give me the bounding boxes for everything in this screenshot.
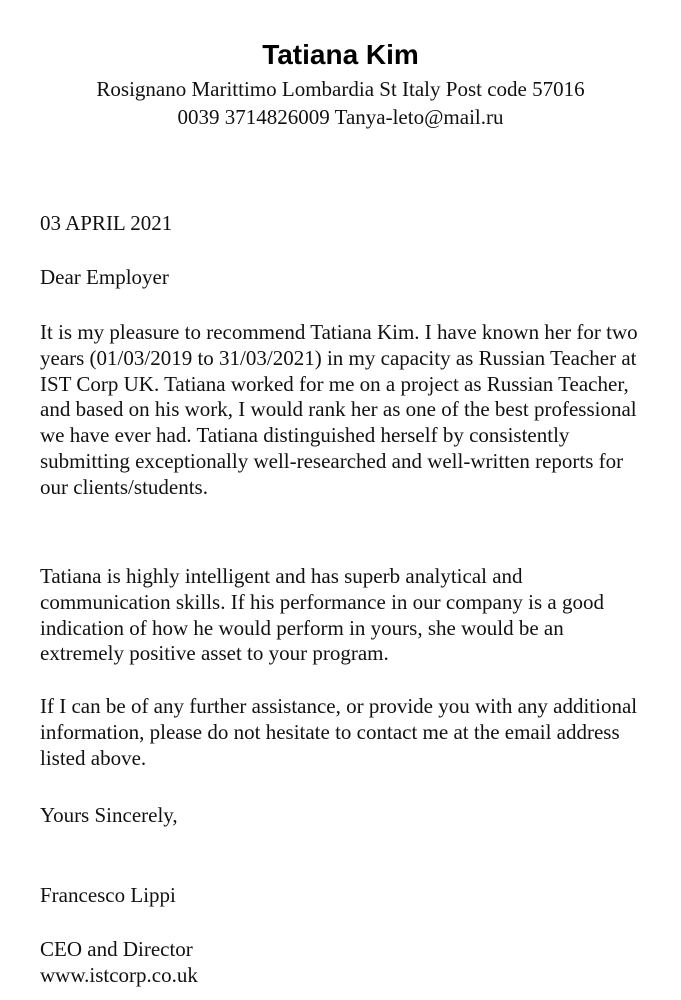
sender-address: Rosignano Marittimo Lombardia St Italy Post code 57016: [96, 77, 585, 101]
closing: Yours Sincerely,: [40, 803, 178, 827]
signer-name: Francesco Lippi: [40, 883, 176, 907]
company-website: www.istcorp.co.uk: [40, 963, 198, 987]
sender-name: Tatiana Kim: [262, 39, 419, 70]
salutation: Dear Employer: [40, 265, 169, 289]
paragraph-skills: Tatiana is highly intelligent and has superb analytical and communication skills. If his performance in our company is a good indication of how he would perform in yours, she would be an extremely positive asset to your program.: [40, 564, 604, 666]
signer-title: CEO and Director: [40, 937, 193, 961]
paragraph-recommendation: It is my pleasure to recommend Tatiana Kim. I have known her for two years (01/03/2019 to 31/03/2021) in my capacity as Russian Teacher at IST Corp UK. Tatiana worked for me on a project as Russian Teacher, and based on his work, I would rank her as one of the best professional we have ever had. Tatiana distinguished herself by consistently submitting exceptionally well-researched and well-written reports for our clients/students.: [40, 320, 638, 499]
letter-date: 03 APRIL 2021: [40, 211, 173, 235]
sender-contact: 0039 3714826009 Tanya-leto@mail.ru: [177, 105, 504, 129]
paragraph-contact: If I can be of any further assistance, or provide you with any additional information, please do not hesitate to contact me at the email address listed above.: [40, 694, 638, 770]
